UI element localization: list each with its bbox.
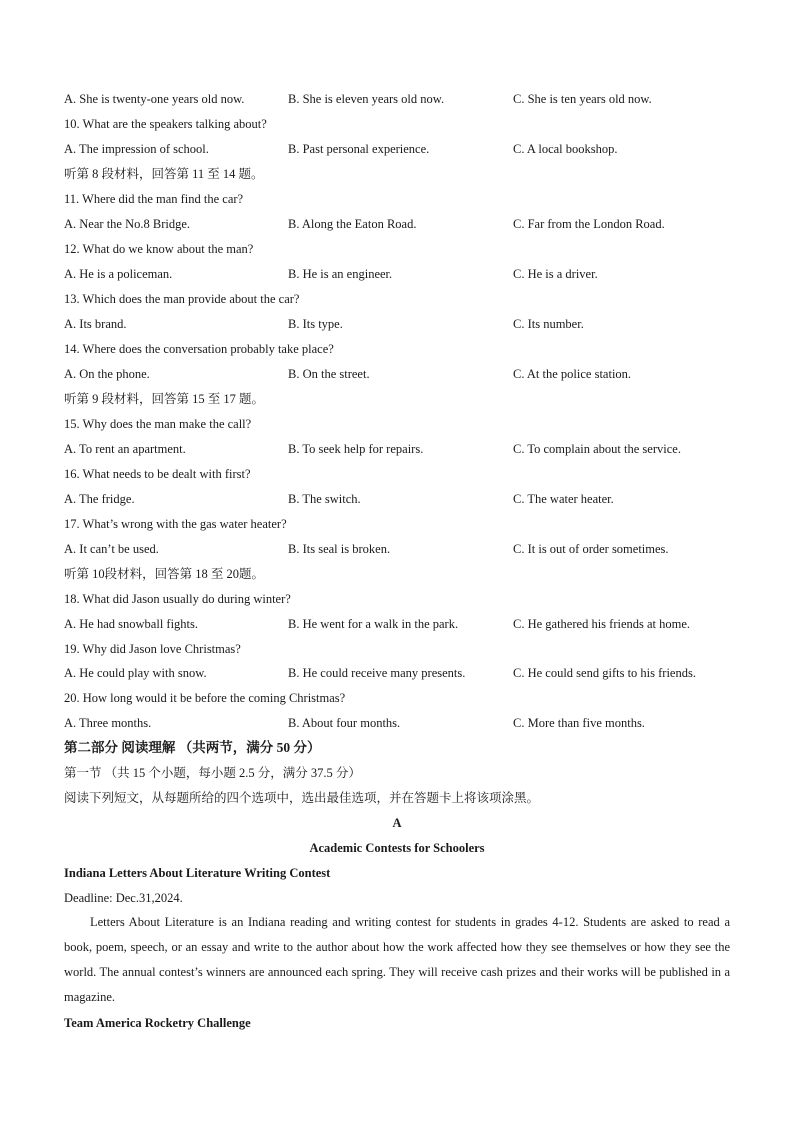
option-c: C. The water heater. bbox=[513, 492, 614, 506]
question-11-options bbox=[0, 215, 794, 233]
option-a: A. It can’t be used. bbox=[64, 542, 159, 556]
option-b: B. Its type. bbox=[288, 317, 343, 331]
question-18-options bbox=[0, 615, 794, 633]
question-11: 11. Where did the man find the car? bbox=[64, 192, 244, 206]
question-16: 16. What needs to be dealt with first? bbox=[64, 467, 251, 481]
option-c: C. He gathered his friends at home. bbox=[513, 617, 691, 631]
question-10: 10. What are the speakers talking about? bbox=[64, 117, 267, 131]
passage-title: Academic Contests for Schoolers bbox=[309, 841, 485, 855]
option-c: C. Far from the London Road. bbox=[513, 217, 665, 231]
question-15-options bbox=[0, 440, 794, 458]
question-17-options bbox=[0, 540, 794, 558]
option-c: C. She is ten years old now. bbox=[513, 92, 652, 106]
option-c: C. A local bookshop. bbox=[513, 142, 618, 156]
question-19-options bbox=[0, 664, 794, 682]
question-10-options bbox=[0, 140, 794, 158]
question-9-options bbox=[0, 90, 794, 108]
option-a: A. The fridge. bbox=[64, 492, 135, 506]
option-c: C. To complain about the service. bbox=[513, 442, 681, 456]
question-19: 19. Why did Jason love Christmas? bbox=[64, 642, 241, 656]
section-1-info: 第一节 （共 15 个小题，每小题 2.5 分，满分 37.5 分） bbox=[64, 766, 361, 780]
contest-1-deadline: Deadline: Dec.31,2024. bbox=[64, 891, 183, 905]
contest-1-body bbox=[64, 910, 730, 1010]
option-b: B. The switch. bbox=[288, 492, 361, 506]
question-13-options bbox=[0, 315, 794, 333]
question-12: 12. What do we know about the man? bbox=[64, 242, 254, 256]
option-a: A. Near the No.8 Bridge. bbox=[64, 217, 191, 231]
option-b: B. He could receive many presents. bbox=[288, 666, 466, 680]
part-2-title: 第二部分 阅读理解 （共两节，满分 50 分） bbox=[64, 740, 321, 755]
question-20-options bbox=[0, 714, 794, 732]
reading-instruction: 阅读下列短文，从每题所给的四个选项中，选出最佳选项，并在答题卡上将该项涂黑。 bbox=[64, 791, 540, 805]
option-b: B. Along the Eaton Road. bbox=[288, 217, 417, 231]
question-17: 17. What’s wrong with the gas water heater? bbox=[64, 517, 287, 531]
option-b: B. Its seal is broken. bbox=[288, 542, 391, 556]
option-b: B. About four months. bbox=[288, 716, 401, 730]
question-15: 15. Why does the man make the call? bbox=[64, 417, 252, 431]
option-c: C. At the police station. bbox=[513, 367, 632, 381]
question-16-options bbox=[0, 490, 794, 508]
option-b: B. He is an engineer. bbox=[288, 267, 393, 281]
option-a: A. On the phone. bbox=[64, 367, 150, 381]
option-a: A. Its brand. bbox=[64, 317, 127, 331]
option-a: A. He could play with snow. bbox=[64, 666, 207, 680]
option-c: C. He is a driver. bbox=[513, 267, 598, 281]
question-12-options bbox=[0, 265, 794, 283]
question-14: 14. Where does the conversation probably take place? bbox=[64, 342, 334, 356]
option-a: A. To rent an apartment. bbox=[64, 442, 186, 456]
passage-letter: A bbox=[392, 816, 402, 830]
option-a: A. He is a policeman. bbox=[64, 267, 173, 281]
option-a: A. She is twenty-one years old now. bbox=[64, 92, 245, 106]
option-c: C. More than five months. bbox=[513, 716, 645, 730]
option-c: C. It is out of order sometimes. bbox=[513, 542, 669, 556]
question-20: 20. How long would it be before the coming Christmas? bbox=[64, 691, 346, 705]
section-10-heading: 听第 10段材料，回答第 18 至 20题。 bbox=[64, 567, 265, 581]
section-9-heading: 听第 9 段材料，回答第 15 至 17 题。 bbox=[64, 392, 265, 406]
question-18: 18. What did Jason usually do during winter? bbox=[64, 592, 291, 606]
option-a: A. Three months. bbox=[64, 716, 152, 730]
option-a: A. The impression of school. bbox=[64, 142, 209, 156]
option-c: C. Its number. bbox=[513, 317, 584, 331]
contest-2-title: Team America Rocketry Challenge bbox=[64, 1016, 251, 1030]
question-13: 13. Which does the man provide about the car? bbox=[64, 292, 300, 306]
option-b: B. Past personal experience. bbox=[288, 142, 430, 156]
section-8-heading: 听第 8 段材料，回答第 11 至 14 题。 bbox=[64, 167, 264, 181]
option-a: A. He had snowball fights. bbox=[64, 617, 199, 631]
option-c: C. He could send gifts to his friends. bbox=[513, 666, 696, 680]
option-b: B. To seek help for repairs. bbox=[288, 442, 424, 456]
contest-1-title: Indiana Letters About Literature Writing Contest bbox=[64, 866, 331, 880]
option-b: B. She is eleven years old now. bbox=[288, 92, 445, 106]
option-b: B. He went for a walk in the park. bbox=[288, 617, 459, 631]
contest-1-paragraph: Letters About Literature is an Indiana reading and writing contest for students in grades 4-12. Students are asked to read a book, poem, speech, or an essay and write to the author about how the work affected how they see themselves or how they see the world. The annual contest’s winners are announced each spring. They will receive cash prizes and their works will be published in a magazine. bbox=[64, 915, 730, 1004]
option-b: B. On the street. bbox=[288, 367, 370, 381]
question-14-options bbox=[0, 365, 794, 383]
